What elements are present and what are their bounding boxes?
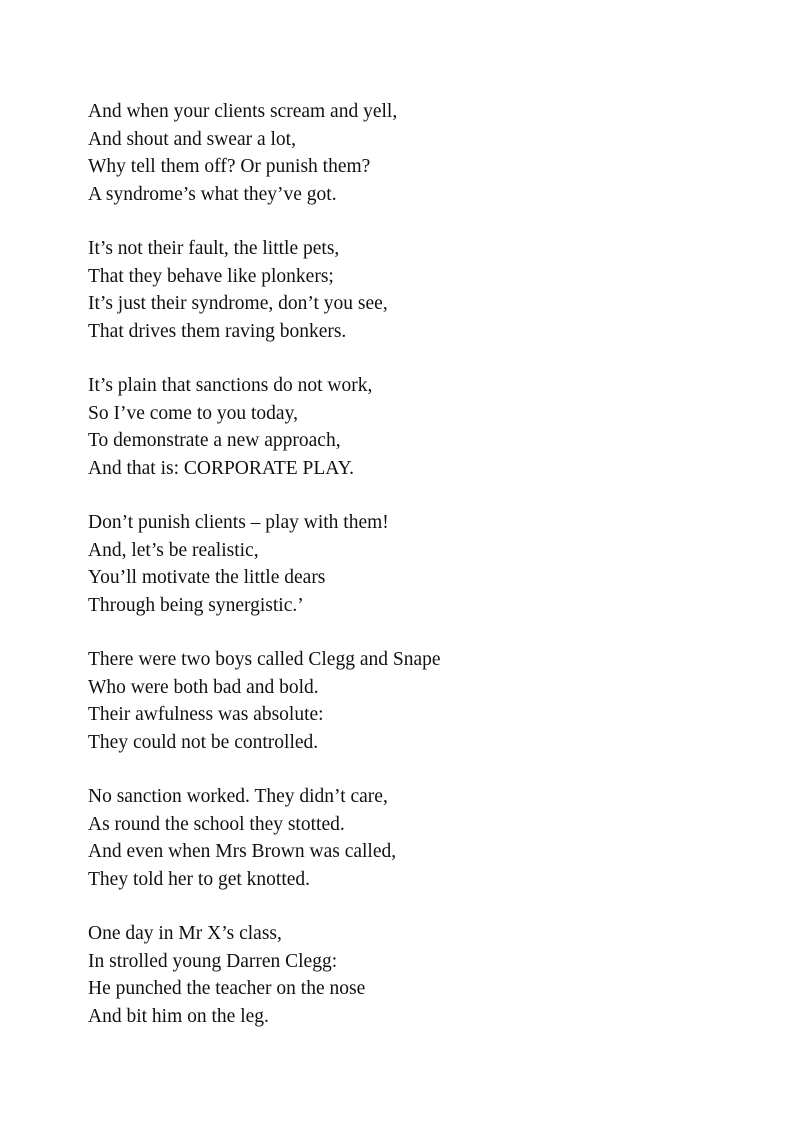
poem-line: And bit him on the leg. bbox=[88, 1005, 269, 1027]
stanza-6 bbox=[88, 783, 728, 893]
poem-line: Don’t punish clients – play with them! bbox=[88, 512, 389, 533]
poem-line: In strolled young Darren Clegg: bbox=[88, 950, 338, 972]
poem-line: A syndrome’s what they’ve got. bbox=[88, 183, 337, 205]
stanza-2 bbox=[88, 235, 728, 345]
poem-line: And when your clients scream and yell, bbox=[88, 101, 398, 122]
poem-line: That they behave like plonkers; bbox=[88, 265, 334, 287]
poem-line: One day in Mr X’s class, bbox=[88, 923, 282, 944]
poem-line: It’s plain that sanctions do not work, bbox=[88, 375, 373, 396]
poem-line: It’s not their fault, the little pets, bbox=[88, 238, 340, 259]
poem-line: Who were both bad and bold. bbox=[88, 676, 319, 698]
poem-line: As round the school they stotted. bbox=[88, 813, 345, 835]
poem-line: It’s just their syndrome, don’t you see, bbox=[88, 293, 388, 314]
stanza-1 bbox=[88, 98, 728, 208]
poem-body bbox=[88, 98, 728, 1057]
poem-line: To demonstrate a new approach, bbox=[88, 430, 341, 451]
poem-line: That drives them raving bonkers. bbox=[88, 320, 347, 342]
poem-line: You’ll motivate the little dears bbox=[88, 567, 326, 588]
poem-line: He punched the teacher on the nose bbox=[88, 978, 366, 999]
poem-line: Through being synergistic.’ bbox=[88, 594, 304, 616]
poem-line: And even when Mrs Brown was called, bbox=[88, 841, 397, 862]
poem-line: And, let’s be realistic, bbox=[88, 539, 259, 561]
poem-line: They could not be controlled. bbox=[88, 731, 319, 753]
poem-line: There were two boys called Clegg and Snape bbox=[88, 649, 441, 670]
poem-line: Their awfulness was absolute: bbox=[88, 704, 324, 725]
stanza-5 bbox=[88, 646, 728, 756]
poem-line: So I’ve come to you today, bbox=[88, 402, 298, 424]
stanza-7 bbox=[88, 920, 728, 1030]
poem-line: And that is: CORPORATE PLAY. bbox=[88, 457, 355, 479]
poem-line: Why tell them off? Or punish them? bbox=[88, 156, 371, 177]
stanza-3 bbox=[88, 372, 728, 482]
poem-line: No sanction worked. They didn’t care, bbox=[88, 786, 388, 807]
stanza-4 bbox=[88, 509, 728, 619]
poem-line: And shout and swear a lot, bbox=[88, 128, 296, 150]
poem-line: They told her to get knotted. bbox=[88, 868, 311, 890]
